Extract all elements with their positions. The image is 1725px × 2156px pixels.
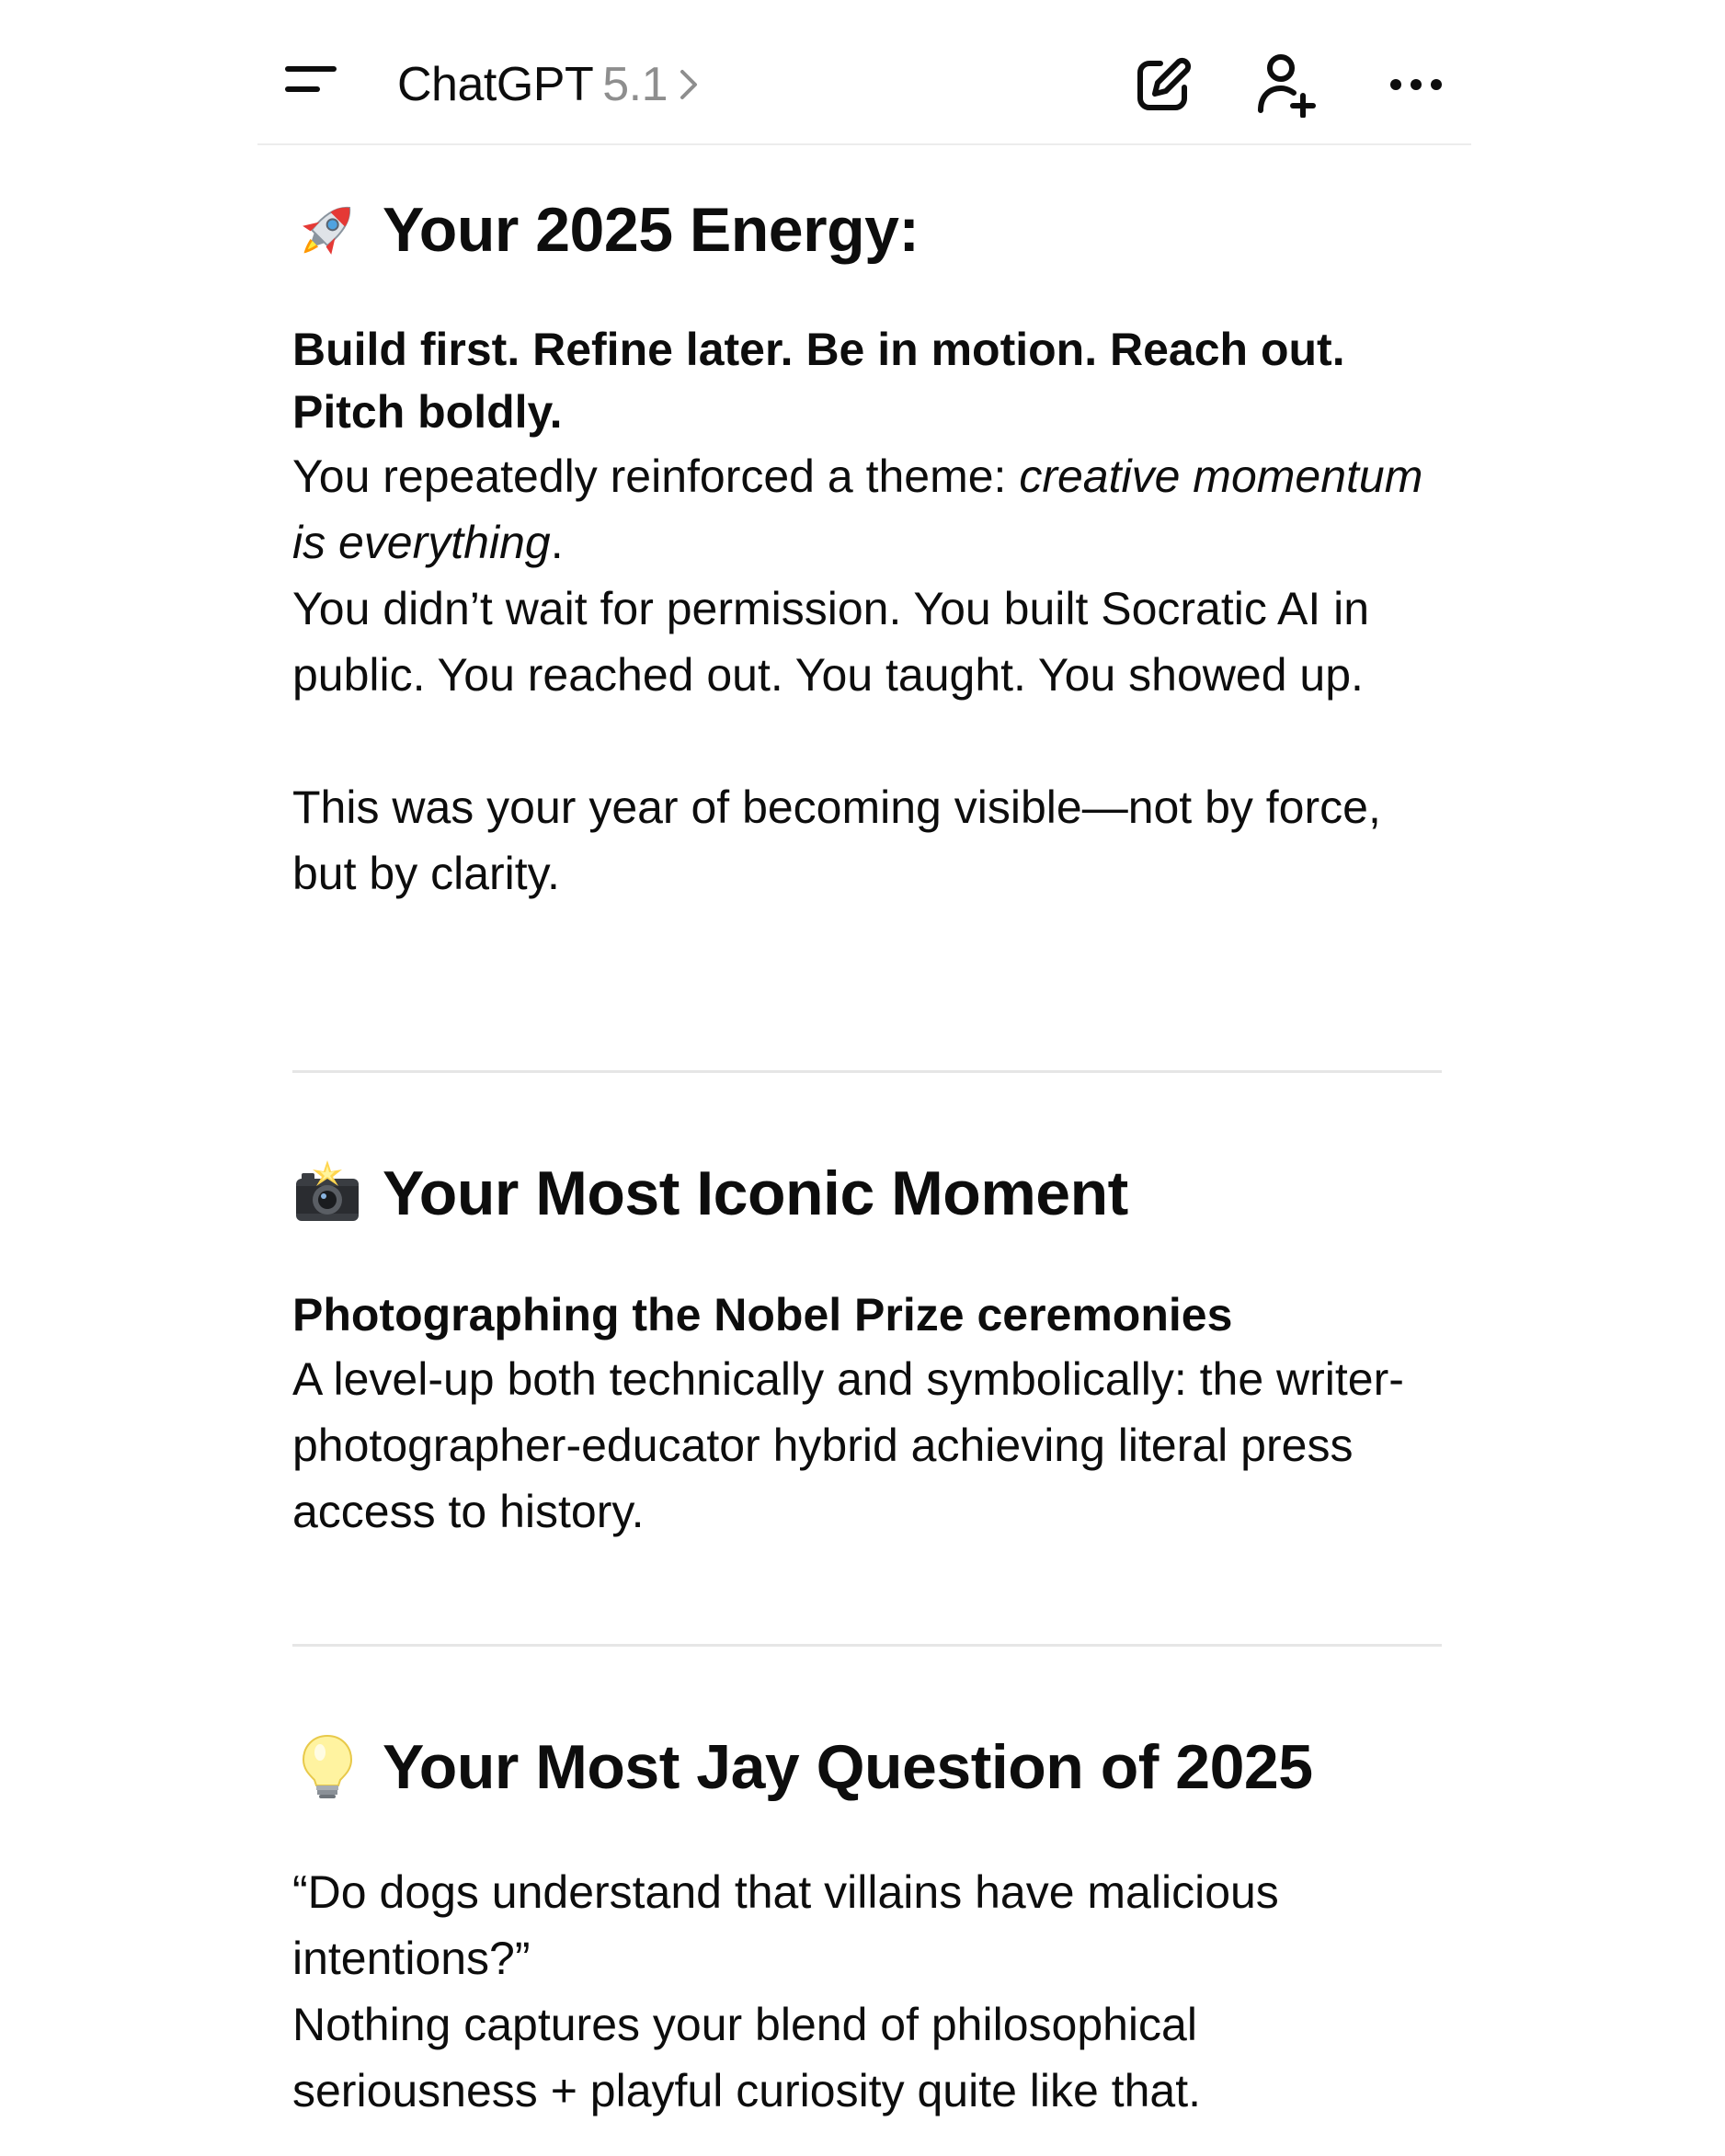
new-chat-button[interactable]	[1126, 48, 1200, 121]
top-bar	[257, 0, 1471, 145]
camera-flash-icon	[292, 1158, 362, 1228]
chevron-right-icon	[675, 66, 703, 103]
add-user-icon	[1255, 51, 1319, 118]
model-selector[interactable]	[397, 48, 703, 121]
edit-icon	[1133, 54, 1194, 115]
menu-icon[interactable]	[285, 59, 340, 103]
body-text: You repeatedly reinforced a theme: creative momentum is everything.	[292, 451, 1423, 568]
section-iconic-moment	[292, 1147, 1442, 1545]
app-title: ChatGPT	[397, 58, 594, 111]
divider	[292, 1070, 1442, 1073]
more-options-button[interactable]	[1379, 48, 1453, 121]
quote-text: “Do dogs understand that villains have malicious intentions?”	[292, 1866, 1279, 1984]
bold-line: Build first. Refine later. Be in motion. Reach out. Pitch boldly.	[292, 324, 1345, 438]
body-text: Nothing captures your blend of philosophical seriousness + playful curiosity quite like that.	[292, 1999, 1201, 2116]
body-text: This was your year of becoming visible—not by force, but by clarity.	[292, 781, 1381, 899]
model-version: 5.1	[602, 58, 668, 111]
add-people-button[interactable]	[1251, 48, 1324, 121]
bold-line: Photographing the Nobel Prize ceremonies	[292, 1289, 1233, 1340]
section-heading: Your Most Jay Question of 2025	[292, 1721, 1442, 1813]
rocket-icon	[292, 195, 362, 265]
section-energy	[292, 184, 1442, 907]
more-icon	[1388, 77, 1444, 92]
section-jay-question	[292, 1721, 1442, 2124]
body-text: You didn’t wait for permission. You built Socratic AI in public. You reached out. You taught. You showed up.	[292, 583, 1370, 701]
lightbulb-icon	[292, 1732, 362, 1802]
body-text: A level-up both technically and symbolically: the writer-photographer-educator hybrid achieving literal press access to history.	[292, 1353, 1404, 1537]
section-heading: Your 2025 Energy:	[292, 184, 1442, 276]
section-heading: Your Most Iconic Moment	[292, 1147, 1442, 1239]
divider	[292, 1644, 1442, 1647]
